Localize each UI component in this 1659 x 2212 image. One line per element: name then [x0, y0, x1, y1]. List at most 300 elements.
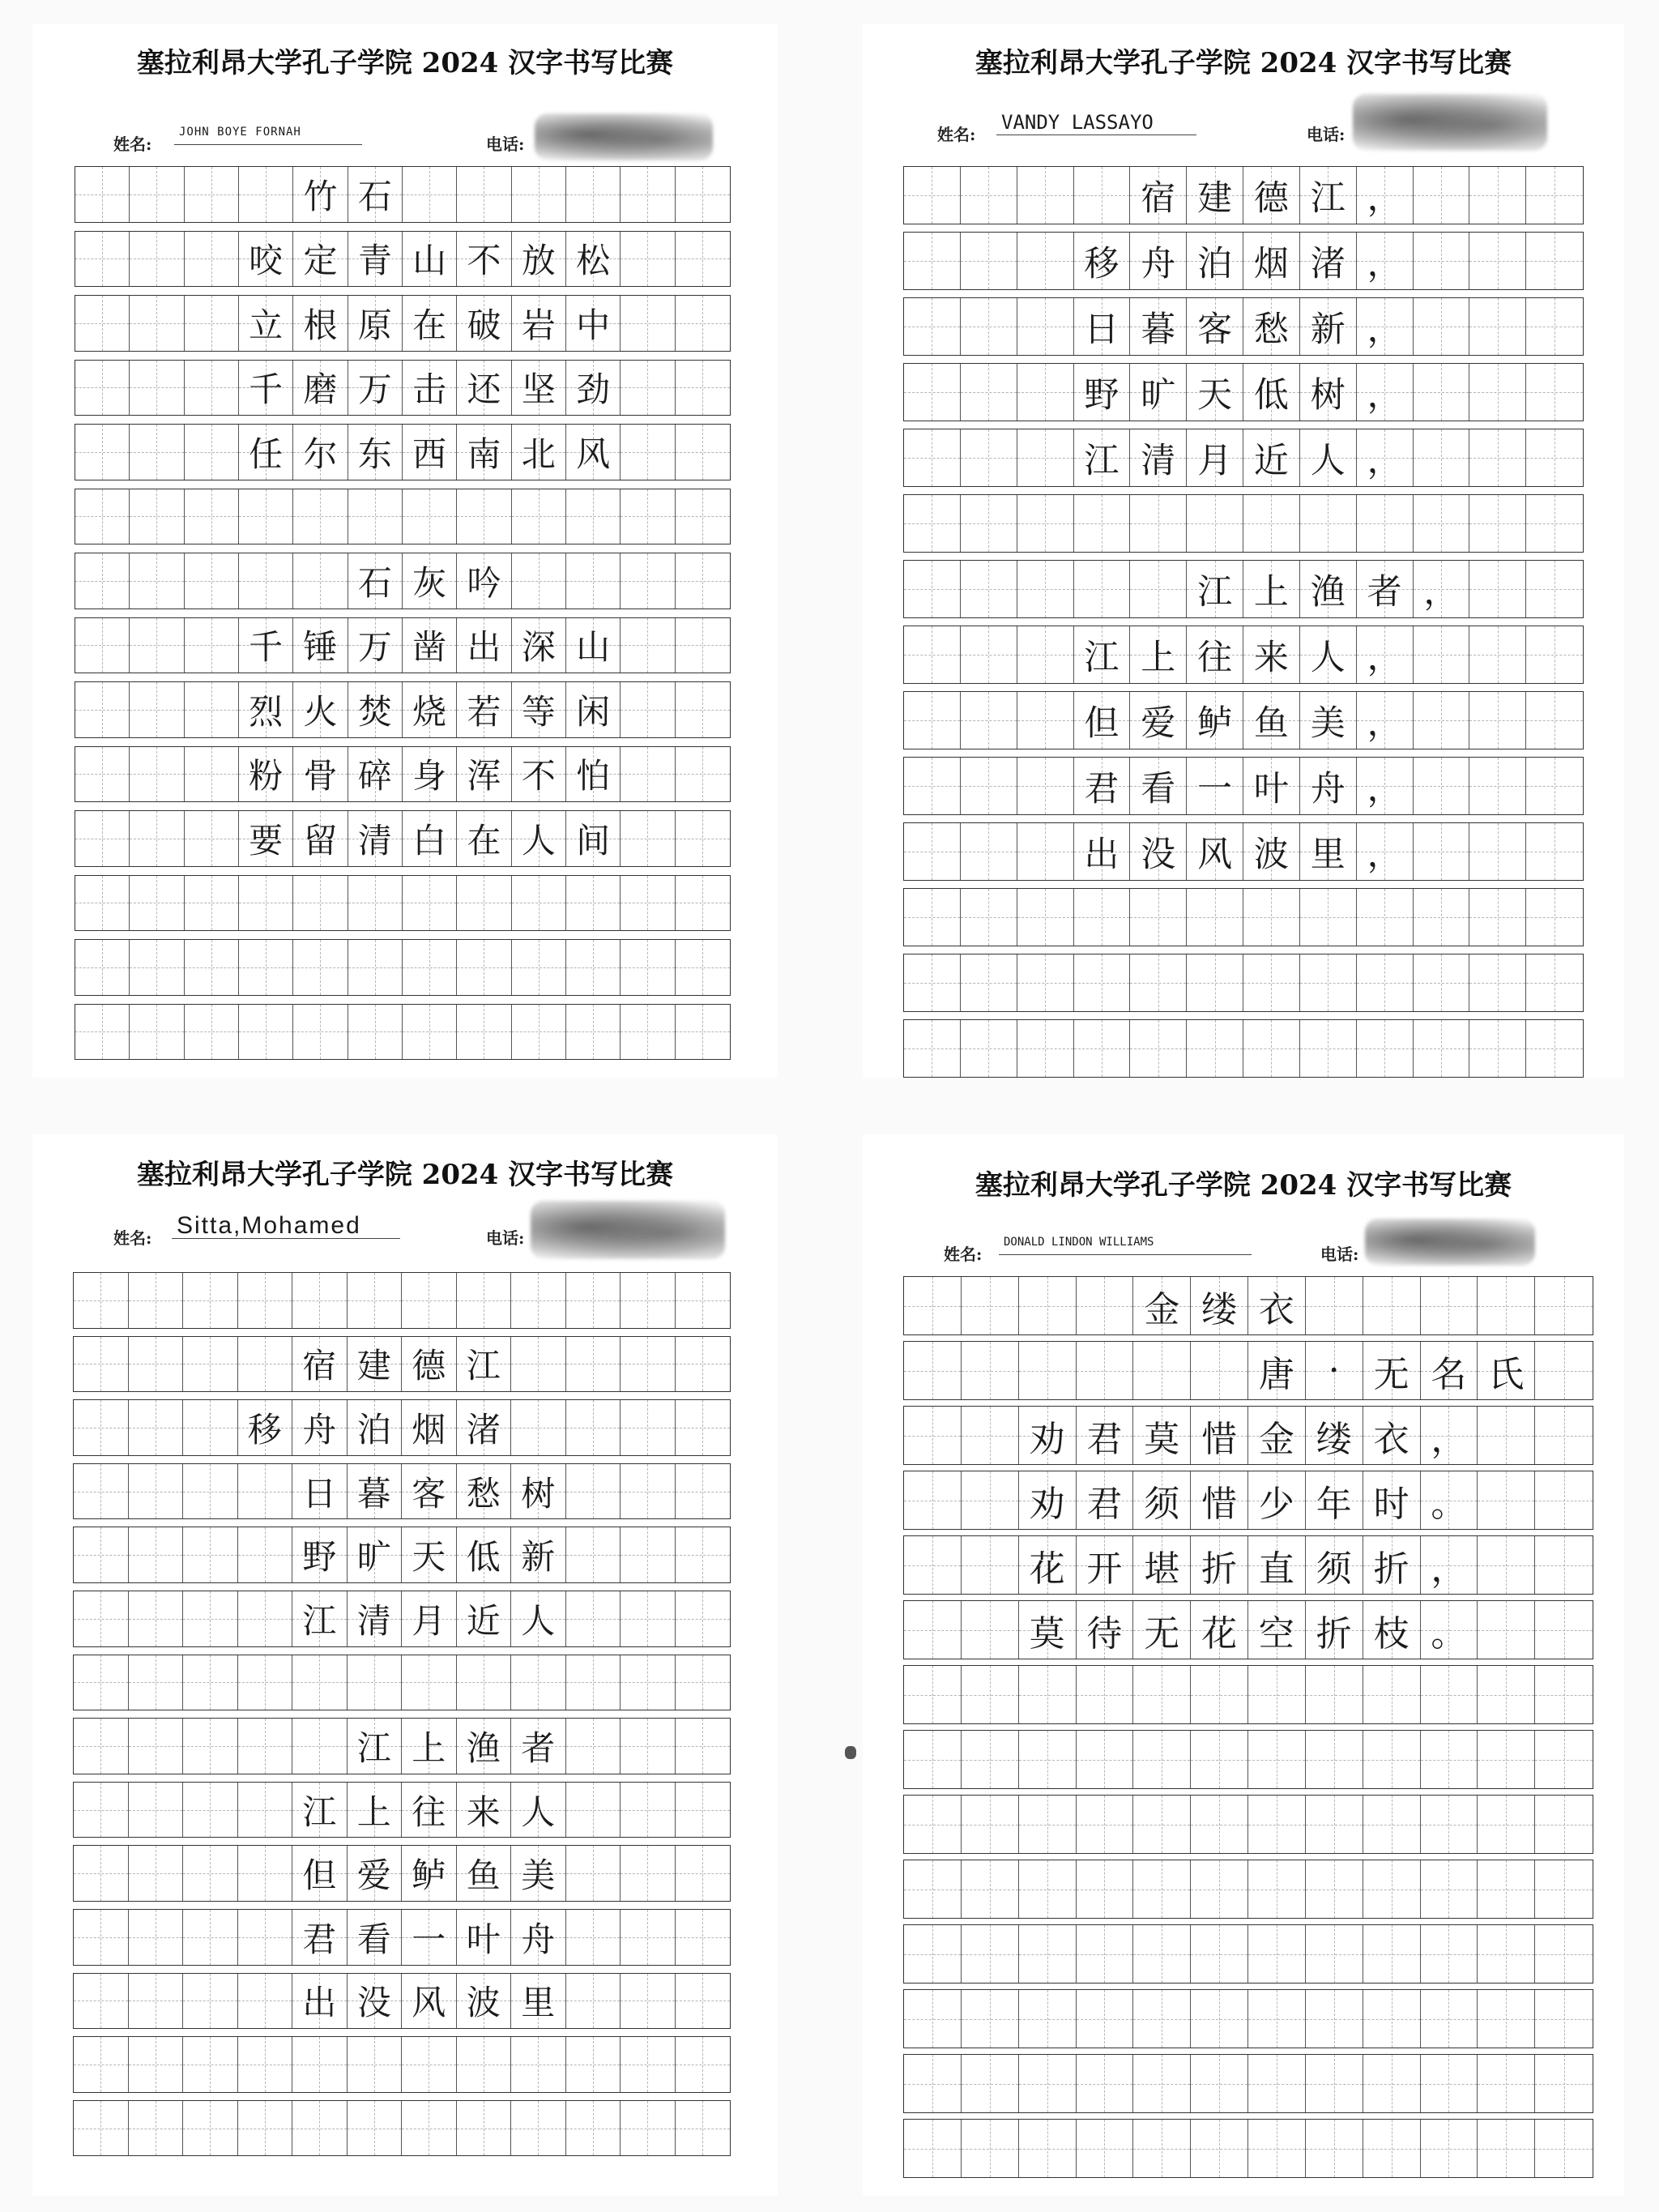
written-character: 凿 [412, 627, 447, 668]
grid-cell [1526, 823, 1583, 880]
grid-cell [1187, 298, 1243, 355]
grid-cell [185, 876, 239, 931]
grid-cell [1243, 758, 1300, 814]
written-character: 东 [357, 433, 392, 474]
grid-cell [1243, 1020, 1300, 1077]
grid-cell [511, 2037, 566, 2092]
grid-cell [1187, 167, 1243, 224]
name-field[interactable]: VANDY LASSAYO [996, 110, 1196, 135]
grid-cell [676, 1005, 730, 1060]
grid-cell [1526, 298, 1583, 355]
grid-cell [1306, 1990, 1363, 2048]
grid-cell [1187, 1020, 1243, 1077]
grid-cell [130, 811, 184, 866]
grid-cell [1535, 2055, 1593, 2112]
grid-row [903, 2119, 1593, 2178]
grid-cell [1414, 1020, 1470, 1077]
written-character: 坚 [521, 369, 556, 410]
grid-cell [1478, 1342, 1535, 1399]
grid-cell [1478, 1666, 1535, 1723]
grid-cell [962, 2120, 1019, 2177]
grid-cell [183, 1527, 238, 1582]
grid-cell [1363, 1731, 1421, 1788]
written-character: 待 [1086, 1612, 1123, 1655]
grid-cell [1074, 823, 1131, 880]
grid-cell [293, 811, 348, 866]
grid-cell [1414, 758, 1470, 814]
grid-row [903, 1406, 1593, 1465]
grid-cell [1357, 429, 1414, 486]
grid-cell [1306, 2120, 1363, 2177]
grid-cell [130, 167, 184, 222]
grid-cell [1300, 298, 1357, 355]
grid-cell [183, 1655, 238, 1710]
grid-row [903, 2054, 1593, 2113]
grid-cell [621, 1337, 676, 1392]
written-character: 火 [303, 691, 338, 732]
grid-cell [1363, 1601, 1421, 1659]
grid-cell [129, 1719, 184, 1774]
grid-cell [293, 232, 348, 287]
grid-cell [1017, 233, 1074, 289]
grid-cell [512, 425, 566, 480]
grid-cell [1300, 954, 1357, 1011]
grid-cell [904, 233, 961, 289]
grid-row [75, 489, 731, 545]
written-character: 舟 [1141, 243, 1176, 284]
grid-cell [1421, 1407, 1478, 1464]
written-character: 烈 [249, 691, 284, 732]
grid-cell [676, 682, 730, 737]
grid-cell [457, 1591, 512, 1646]
written-character: 暮 [356, 1473, 391, 1514]
grid-cell [566, 1005, 621, 1060]
grid-cell [457, 1846, 512, 1901]
grid-cell [1019, 1407, 1077, 1464]
written-character: 间 [576, 820, 611, 860]
written-character: 任 [249, 433, 284, 474]
grid-cell [621, 1591, 676, 1646]
name-field[interactable]: JOHN BOYE FORNAH [174, 120, 362, 145]
grid-cell [129, 1464, 184, 1519]
grid-cell [1478, 1860, 1535, 1918]
written-character: 宿 [1141, 177, 1176, 219]
grid-cell [566, 1273, 621, 1328]
grid-cell [293, 747, 348, 802]
written-character: 白 [412, 820, 447, 860]
grid-cell [1187, 364, 1243, 421]
grid-cell [962, 1796, 1019, 1853]
grid-cell [402, 1591, 457, 1646]
grid-row [903, 1341, 1593, 1400]
name-phone-line [32, 1207, 778, 1256]
written-character: 人 [1310, 637, 1346, 678]
grid-cell [676, 940, 730, 995]
grid-cell [348, 1655, 403, 1710]
grid-cell [293, 425, 348, 480]
written-character: 立 [249, 305, 284, 345]
grid-cell [1414, 167, 1470, 224]
written-character: 枝 [1373, 1612, 1410, 1655]
grid-cell [1535, 1471, 1593, 1529]
written-character: 叶 [1253, 768, 1289, 809]
grid-cell [676, 747, 730, 802]
grid-cell [512, 1005, 566, 1060]
grid-cell [1363, 1471, 1421, 1529]
grid-cell [1363, 1342, 1421, 1399]
grid-cell [348, 876, 403, 931]
grid-cell [183, 1974, 238, 2029]
grid-cell [1130, 429, 1187, 486]
grid-cell [1300, 561, 1357, 617]
grid-cell [129, 1783, 184, 1838]
grid-cell [1535, 1536, 1593, 1594]
written-character: 没 [356, 1983, 391, 2023]
grid-cell [1469, 298, 1526, 355]
grid-row [75, 166, 731, 223]
written-character: 渔 [1310, 571, 1346, 613]
grid-cell [348, 1005, 403, 1060]
grid-cell [74, 1783, 129, 1838]
written-character: 爱 [1141, 702, 1176, 744]
grid-cell [961, 495, 1017, 552]
written-character: 闲 [576, 691, 611, 732]
grid-cell [676, 2101, 731, 2156]
name-label: 姓名: [113, 135, 152, 154]
grid-cell [904, 954, 961, 1011]
grid-cell [457, 2101, 512, 2156]
written-character: 等 [521, 691, 556, 732]
grid-row [903, 232, 1584, 290]
grid-row [73, 1591, 731, 1647]
written-character: 没 [1141, 834, 1176, 875]
grid-cell [1469, 429, 1526, 486]
written-character: 鱼 [1253, 702, 1289, 744]
grid-cell [1074, 233, 1131, 289]
written-character: 中 [576, 305, 611, 345]
grid-cell [292, 1655, 348, 1710]
grid-cell [1019, 1731, 1077, 1788]
grid-cell [75, 425, 130, 480]
grid-cell [1017, 692, 1074, 749]
grid-cell [130, 1005, 184, 1060]
grid-row [73, 1336, 731, 1393]
grid-cell [238, 2037, 293, 2092]
grid-cell [1077, 1990, 1134, 2048]
grid-cell [1478, 1407, 1535, 1464]
grid-cell [1130, 167, 1187, 224]
grid-cell [238, 1337, 293, 1392]
grid-cell [1133, 2120, 1191, 2177]
grid-cell [904, 626, 961, 683]
grid-cell [1019, 1536, 1077, 1594]
grid-cell [1248, 1925, 1306, 1983]
grid-cell [676, 361, 730, 416]
grid-cell [348, 361, 403, 416]
grid-cell [1243, 167, 1300, 224]
grid-cell [566, 1974, 621, 2029]
grid-cell [1300, 429, 1357, 486]
written-character: 破 [467, 305, 501, 345]
grid-cell [676, 232, 730, 287]
grid-cell [129, 1910, 184, 1965]
written-character: 怕 [576, 756, 611, 796]
grid-cell [676, 1655, 731, 1710]
written-character: 日 [1084, 309, 1120, 350]
grid-cell [1130, 495, 1187, 552]
grid-cell [1357, 692, 1414, 749]
grid-cell [293, 167, 348, 222]
grid-cell [75, 682, 130, 737]
grid-cell [239, 747, 293, 802]
entry-sheet-2 [863, 24, 1624, 1078]
grid-cell [1526, 495, 1583, 552]
written-character: 鲈 [412, 1855, 446, 1896]
grid-cell [1074, 298, 1131, 355]
grid-cell [1421, 2120, 1478, 2177]
grid-cell [621, 1910, 676, 1965]
grid-cell [402, 1464, 457, 1519]
grid-cell [676, 489, 730, 544]
grid-cell [348, 2101, 403, 2156]
written-character: 磨 [303, 369, 338, 410]
grid-cell [1191, 1666, 1248, 1723]
grid-cell [402, 2101, 457, 2156]
name-field[interactable]: Sitta,Mohamed [172, 1214, 400, 1239]
grid-cell [457, 682, 511, 737]
grid-cell [904, 1796, 962, 1853]
grid-cell [621, 1400, 676, 1455]
grid-row [903, 757, 1584, 815]
grid-cell [185, 167, 239, 222]
grid-cell [1306, 2055, 1363, 2112]
written-character: 须 [1316, 1548, 1352, 1590]
grid-cell [676, 296, 730, 351]
grid-cell [238, 1974, 293, 2029]
name-field[interactable]: DONALD LINDON WILLIAMS [999, 1230, 1252, 1255]
grid-cell [457, 232, 511, 287]
grid-cell [1306, 1796, 1363, 1853]
written-character: 骨 [303, 756, 338, 796]
grid-cell [1019, 1277, 1077, 1334]
grid-cell [512, 361, 566, 416]
grid-cell [1074, 364, 1131, 421]
grid-cell [511, 1846, 566, 1901]
grid-cell [1017, 1020, 1074, 1077]
written-character: 江 [1197, 571, 1233, 613]
grid-cell [403, 296, 457, 351]
written-character: 江 [1310, 177, 1346, 219]
grid-cell [512, 167, 566, 222]
grid-row [903, 691, 1584, 749]
grid-cell [566, 811, 621, 866]
grid-cell [1130, 561, 1187, 617]
grid-cell [457, 876, 511, 931]
grid-cell [904, 1731, 962, 1788]
grid-cell [1187, 233, 1243, 289]
grid-cell [621, 1655, 676, 1710]
grid-cell [185, 747, 239, 802]
grid-row [73, 1718, 731, 1774]
written-character: 金 [1144, 1288, 1180, 1330]
grid-cell [74, 1719, 129, 1774]
written-character: 德 [412, 1346, 446, 1386]
written-character: 竹 [303, 176, 338, 216]
phone-label: 电话: [486, 135, 525, 154]
grid-cell [676, 1464, 731, 1519]
grid-cell [676, 2037, 731, 2092]
grid-cell [183, 1719, 238, 1774]
grid-cell [904, 561, 961, 617]
grid-cell [621, 361, 675, 416]
grid-cell [1300, 1020, 1357, 1077]
written-character: 清 [1141, 440, 1176, 481]
written-character: · [1328, 1350, 1340, 1391]
written-character: 君 [1086, 1418, 1123, 1460]
grid-cell [1019, 1796, 1077, 1853]
grid-cell [904, 495, 961, 552]
written-character: 不 [467, 241, 501, 281]
grid-cell [1414, 823, 1470, 880]
grid-cell [75, 1005, 130, 1060]
grid-cell [1074, 626, 1131, 683]
grid-cell [348, 747, 403, 802]
grid-cell [511, 1974, 566, 2029]
grid-cell [292, 2037, 348, 2092]
grid-cell [457, 1974, 512, 2029]
grid-cell [457, 940, 511, 995]
written-character: 野 [1084, 374, 1120, 416]
grid-cell [1300, 889, 1357, 946]
grid-cell [1019, 1925, 1077, 1983]
written-character: ， [1431, 1418, 1467, 1460]
grid-cell [403, 489, 457, 544]
grid-cell [402, 1527, 457, 1582]
written-character: ， [1367, 374, 1402, 416]
grid-cell [1017, 954, 1074, 1011]
written-character: 客 [412, 1473, 446, 1514]
grid-cell [512, 682, 566, 737]
written-character: 原 [357, 305, 392, 345]
grid-cell [402, 1655, 457, 1710]
grid-cell [238, 1846, 293, 1901]
grid-cell [1191, 2055, 1248, 2112]
grid-cell [293, 296, 348, 351]
grid-cell [185, 1005, 239, 1060]
grid-cell [621, 489, 675, 544]
written-character: 出 [1084, 834, 1120, 875]
grid-row [903, 1019, 1584, 1078]
grid-cell [1421, 1601, 1478, 1659]
grid-row [903, 1276, 1593, 1335]
grid-cell [1133, 1277, 1191, 1334]
written-character: 年 [1316, 1483, 1352, 1525]
grid-row [75, 746, 731, 803]
grid-cell [676, 618, 730, 673]
written-character: 吟 [467, 562, 501, 603]
written-character: 建 [356, 1346, 391, 1386]
grid-cell [293, 876, 348, 931]
grid-cell [1469, 364, 1526, 421]
grid-cell [1017, 167, 1074, 224]
grid-cell [1243, 364, 1300, 421]
grid-row [73, 1463, 731, 1520]
grid-cell [904, 2120, 962, 2177]
grid-cell [348, 232, 403, 287]
grid-cell [1133, 1601, 1191, 1659]
written-character: 树 [521, 1473, 556, 1514]
written-character: 无 [1373, 1353, 1410, 1395]
grid-cell [1526, 167, 1583, 224]
written-character: 南 [467, 433, 501, 474]
grid-cell [129, 1400, 184, 1455]
grid-cell [904, 1536, 962, 1594]
grid-cell [1133, 1666, 1191, 1723]
grid-cell [566, 1591, 621, 1646]
grid-cell [621, 425, 675, 480]
grid-cell [129, 1974, 184, 2029]
grid-cell [130, 489, 184, 544]
grid-cell [621, 876, 675, 931]
written-character: 烟 [1253, 243, 1289, 284]
grid-cell [457, 1527, 512, 1582]
grid-cell [403, 425, 457, 480]
grid-cell [1019, 1342, 1077, 1399]
grid-cell [1017, 889, 1074, 946]
grid-cell [1248, 1796, 1306, 1853]
grid-cell [1363, 1407, 1421, 1464]
grid-cell [457, 296, 511, 351]
grid-cell [130, 425, 184, 480]
written-character: ， [1431, 1548, 1467, 1590]
written-character: 往 [412, 1791, 446, 1832]
grid-cell [238, 1273, 293, 1328]
grid-cell [1191, 1601, 1248, 1659]
grid-cell [676, 167, 730, 222]
grid-cell [1469, 954, 1526, 1011]
grid-cell [74, 1655, 129, 1710]
grid-cell [1191, 1471, 1248, 1529]
written-character: 还 [467, 369, 501, 410]
grid-cell [1191, 1731, 1248, 1788]
grid-cell [1363, 2120, 1421, 2177]
grid-cell [1130, 692, 1187, 749]
written-character: 石 [357, 562, 392, 603]
grid-cell [1421, 1536, 1478, 1594]
grid-cell [1535, 1407, 1593, 1464]
grid-row [903, 1600, 1593, 1659]
written-character: 无 [1144, 1612, 1180, 1655]
grid-cell [1421, 1925, 1478, 1983]
grid-cell [75, 296, 130, 351]
written-character: 碎 [357, 756, 392, 796]
grid-cell [1478, 1731, 1535, 1788]
grid-cell [1478, 2120, 1535, 2177]
grid-cell [1191, 1536, 1248, 1594]
written-character: 江 [302, 1791, 337, 1832]
grid-cell [566, 1655, 621, 1710]
grid-cell [1414, 954, 1470, 1011]
grid-cell [348, 1783, 403, 1838]
name-phone-line [32, 113, 778, 162]
grid-cell [1357, 758, 1414, 814]
grid-cell [904, 1601, 962, 1659]
grid-cell [566, 747, 621, 802]
grid-cell [1133, 1796, 1191, 1853]
grid-cell [1248, 2120, 1306, 2177]
phone-label: 电话: [486, 1228, 525, 1248]
grid-cell [566, 1910, 621, 1965]
